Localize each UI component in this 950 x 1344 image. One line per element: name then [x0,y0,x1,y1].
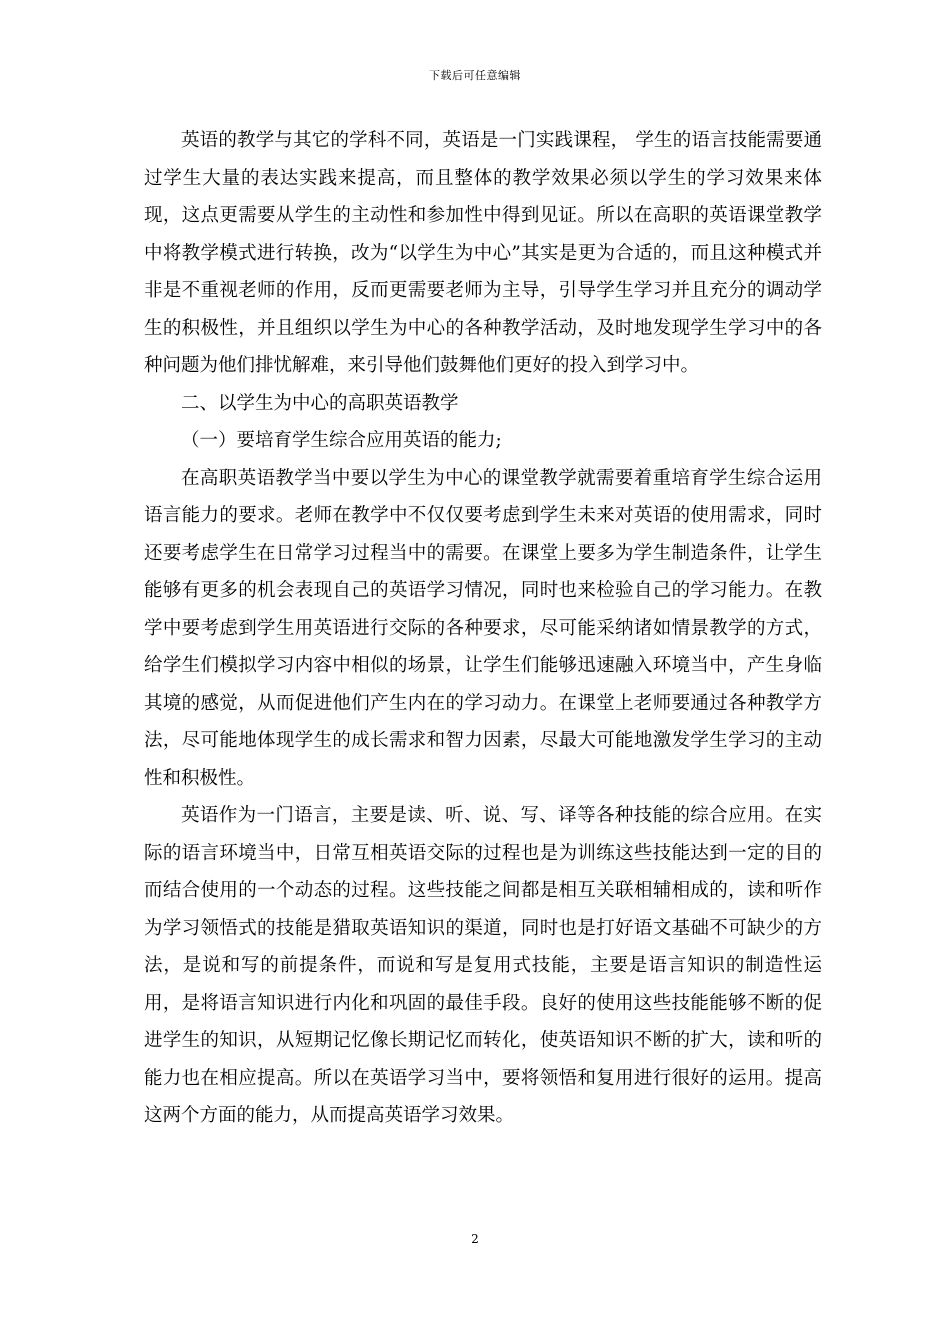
paragraph-body-1: 在高职英语教学当中要以学生为中心的课堂教学就需要着重培育学生综合运用语言能力的要求。老师在教学中不仅仅要考虑到学生未来对英语的使用需求，同时还要考虑学生在日常学习过程当中的需要。在课堂上要多为学生制造条件，让学生能够有更多的机会表现自己的英语学习情况，同时也来检验自己的学习能力。在教学中要考虑到学生用英语进行交际的各种要求，尽可能采纳诸如情景教学的方式，给学生们模拟学习内容中相似的场景，让学生们能够迅速融入环境当中，产生身临其境的感觉，从而促进他们产生内在的学习动力。在课堂上老师要通过各种教学方法，尽可能地体现学生的成长需求和智力因素，尽最大可能地激发学生学习的主动性和积极性。 [144,467,822,789]
paragraph-intro: 英语的教学与其它的学科不同，英语是一门实践课程， 学生的语言技能需要通过学生大量的表达实践来提高，而且整体的教学效果必须以学生的学习效果来体现，这点更需要从学生的主动性和参加性中得到见证。所以在高职的英语课堂教学中将教学模式进行转换，改为“以学生为中心”其实是更为合适的，而且这种模式并非是不重视老师的作用，反而更需要老师为主导，引导学生学习并且充分的调动学生的积极性，并且组织以学生为中心的各种教学活动，及时地发现学生学习中的各种问题为他们排忧解难，来引导他们鼓舞他们更好的投入到学习中。 [144,130,822,376]
document-body [144,122,822,1135]
section-heading: 二、以学生为中心的高职英语教学 [181,392,459,414]
paragraph-body-2: 英语作为一门语言，主要是读、听、说、写、译等各种技能的综合应用。在实际的语言环境当中，日常互相英语交际的过程也是为训练这些技能达到一定的目的而结合使用的一个动态的过程。这些技能之间都是相互关联相辅相成的，读和听作为学习领悟式的技能是猎取英语知识的渠道，同时也是打好语文基础不可缺少的方法，是说和写的前提条件，而说和写是复用式技能，主要是语言知识的制造性运用，是将语言知识进行内化和巩固的最佳手段。良好的使用这些技能能够不断的促进学生的知识，从短期记忆像长期记忆而转化，使英语知识不断的扩大，读和听的能力也在相应提高。所以在英语学习当中，要将领悟和复用进行很好的运用。提高这两个方面的能力，从而提高英语学习效果。 [144,805,822,1126]
subsection-heading: （一）要培育学生综合应用英语的能力; [181,430,502,451]
page-number: 2 [471,1232,479,1246]
page-header: 下载后可任意编辑 [429,69,521,82]
